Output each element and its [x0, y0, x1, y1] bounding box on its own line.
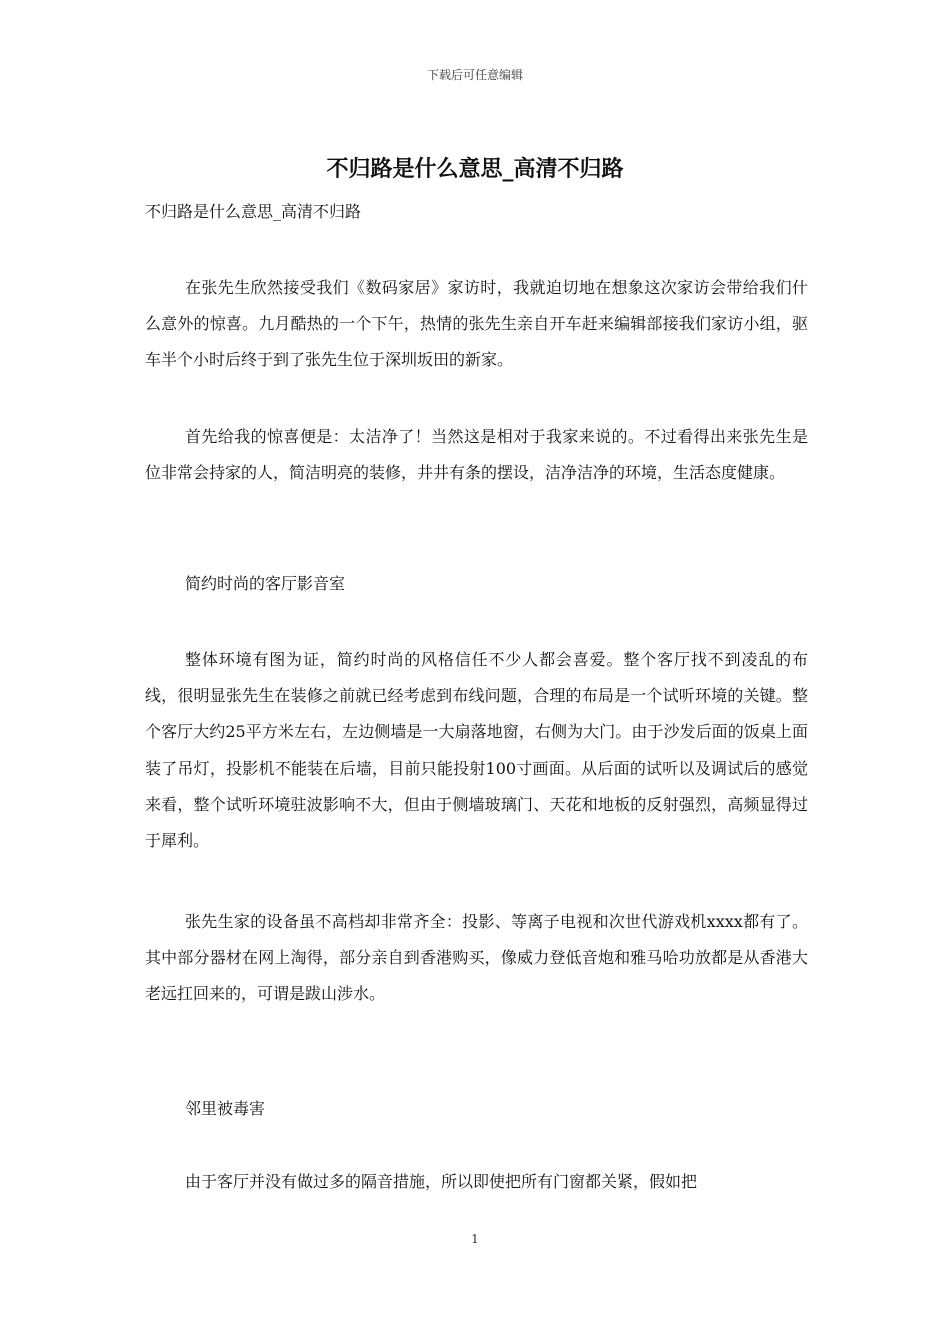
section-heading-living-room: 简约时尚的客厅影音室	[185, 574, 346, 593]
document-subtitle: 不归路是什么意思_高清不归路	[145, 202, 362, 221]
paragraph-intro: 在张先生欣然接受我们《数码家居》家访时，我就迫切地在想象这次家访会带给我们什么意外的惊喜。九月酷热的一个下午，热情的张先生亲自开车赶来编辑部接我们家访小组，驱车半个小时后终于到了张先生位于深圳坂田的新家。	[145, 278, 808, 370]
paragraph-equipment: 张先生家的设备虽不高档却非常齐全：投影、等离子电视和次世代游戏机xxxx都有了。其中部分器材在网上淘得，部分亲自到香港购买，像威力登低音炮和雅马哈功放都是从香港大老远扛回来的，可谓是跋山涉水。	[145, 912, 808, 1004]
document-title: 不归路是什么意思_高清不归路	[326, 156, 624, 182]
page-number: 1	[471, 1232, 479, 1246]
page-header: 下载后可任意编辑	[426, 68, 523, 82]
paragraph-first-impression: 首先给我的惊喜便是：太洁净了！当然这是相对于我家来说的。不过看得出来张先生是位非常会持家的人，简洁明亮的装修，井井有条的摆设，洁净洁净的环境，生活态度健康。	[145, 427, 808, 483]
paragraph-neighbors: 由于客厅并没有做过多的隔音措施，所以即使把所有门窗都关紧，假如把	[185, 1172, 698, 1191]
section-heading-neighbors: 邻里被毒害	[185, 1099, 266, 1118]
paragraph-living-room: 整体环境有图为证，简约时尚的风格信任不少人都会喜爱。整个客厅找不到凌乱的布线，很明显张先生在装修之前就已经考虑到布线问题，合理的布局是一个试听环境的关键。整个客厅大约25平方米左右，左边侧墙是一大扇落地窗，右侧为大门。由于沙发后面的饭桌上面装了吊灯，投影机不能装在后墙，目前只能投射100寸画面。从后面的试听以及调试后的感觉来看，整个试听环境驻波影响不大，但由于侧墙玻璃门、天花和地板的反射强烈，高频显得过于犀利。	[145, 650, 808, 851]
